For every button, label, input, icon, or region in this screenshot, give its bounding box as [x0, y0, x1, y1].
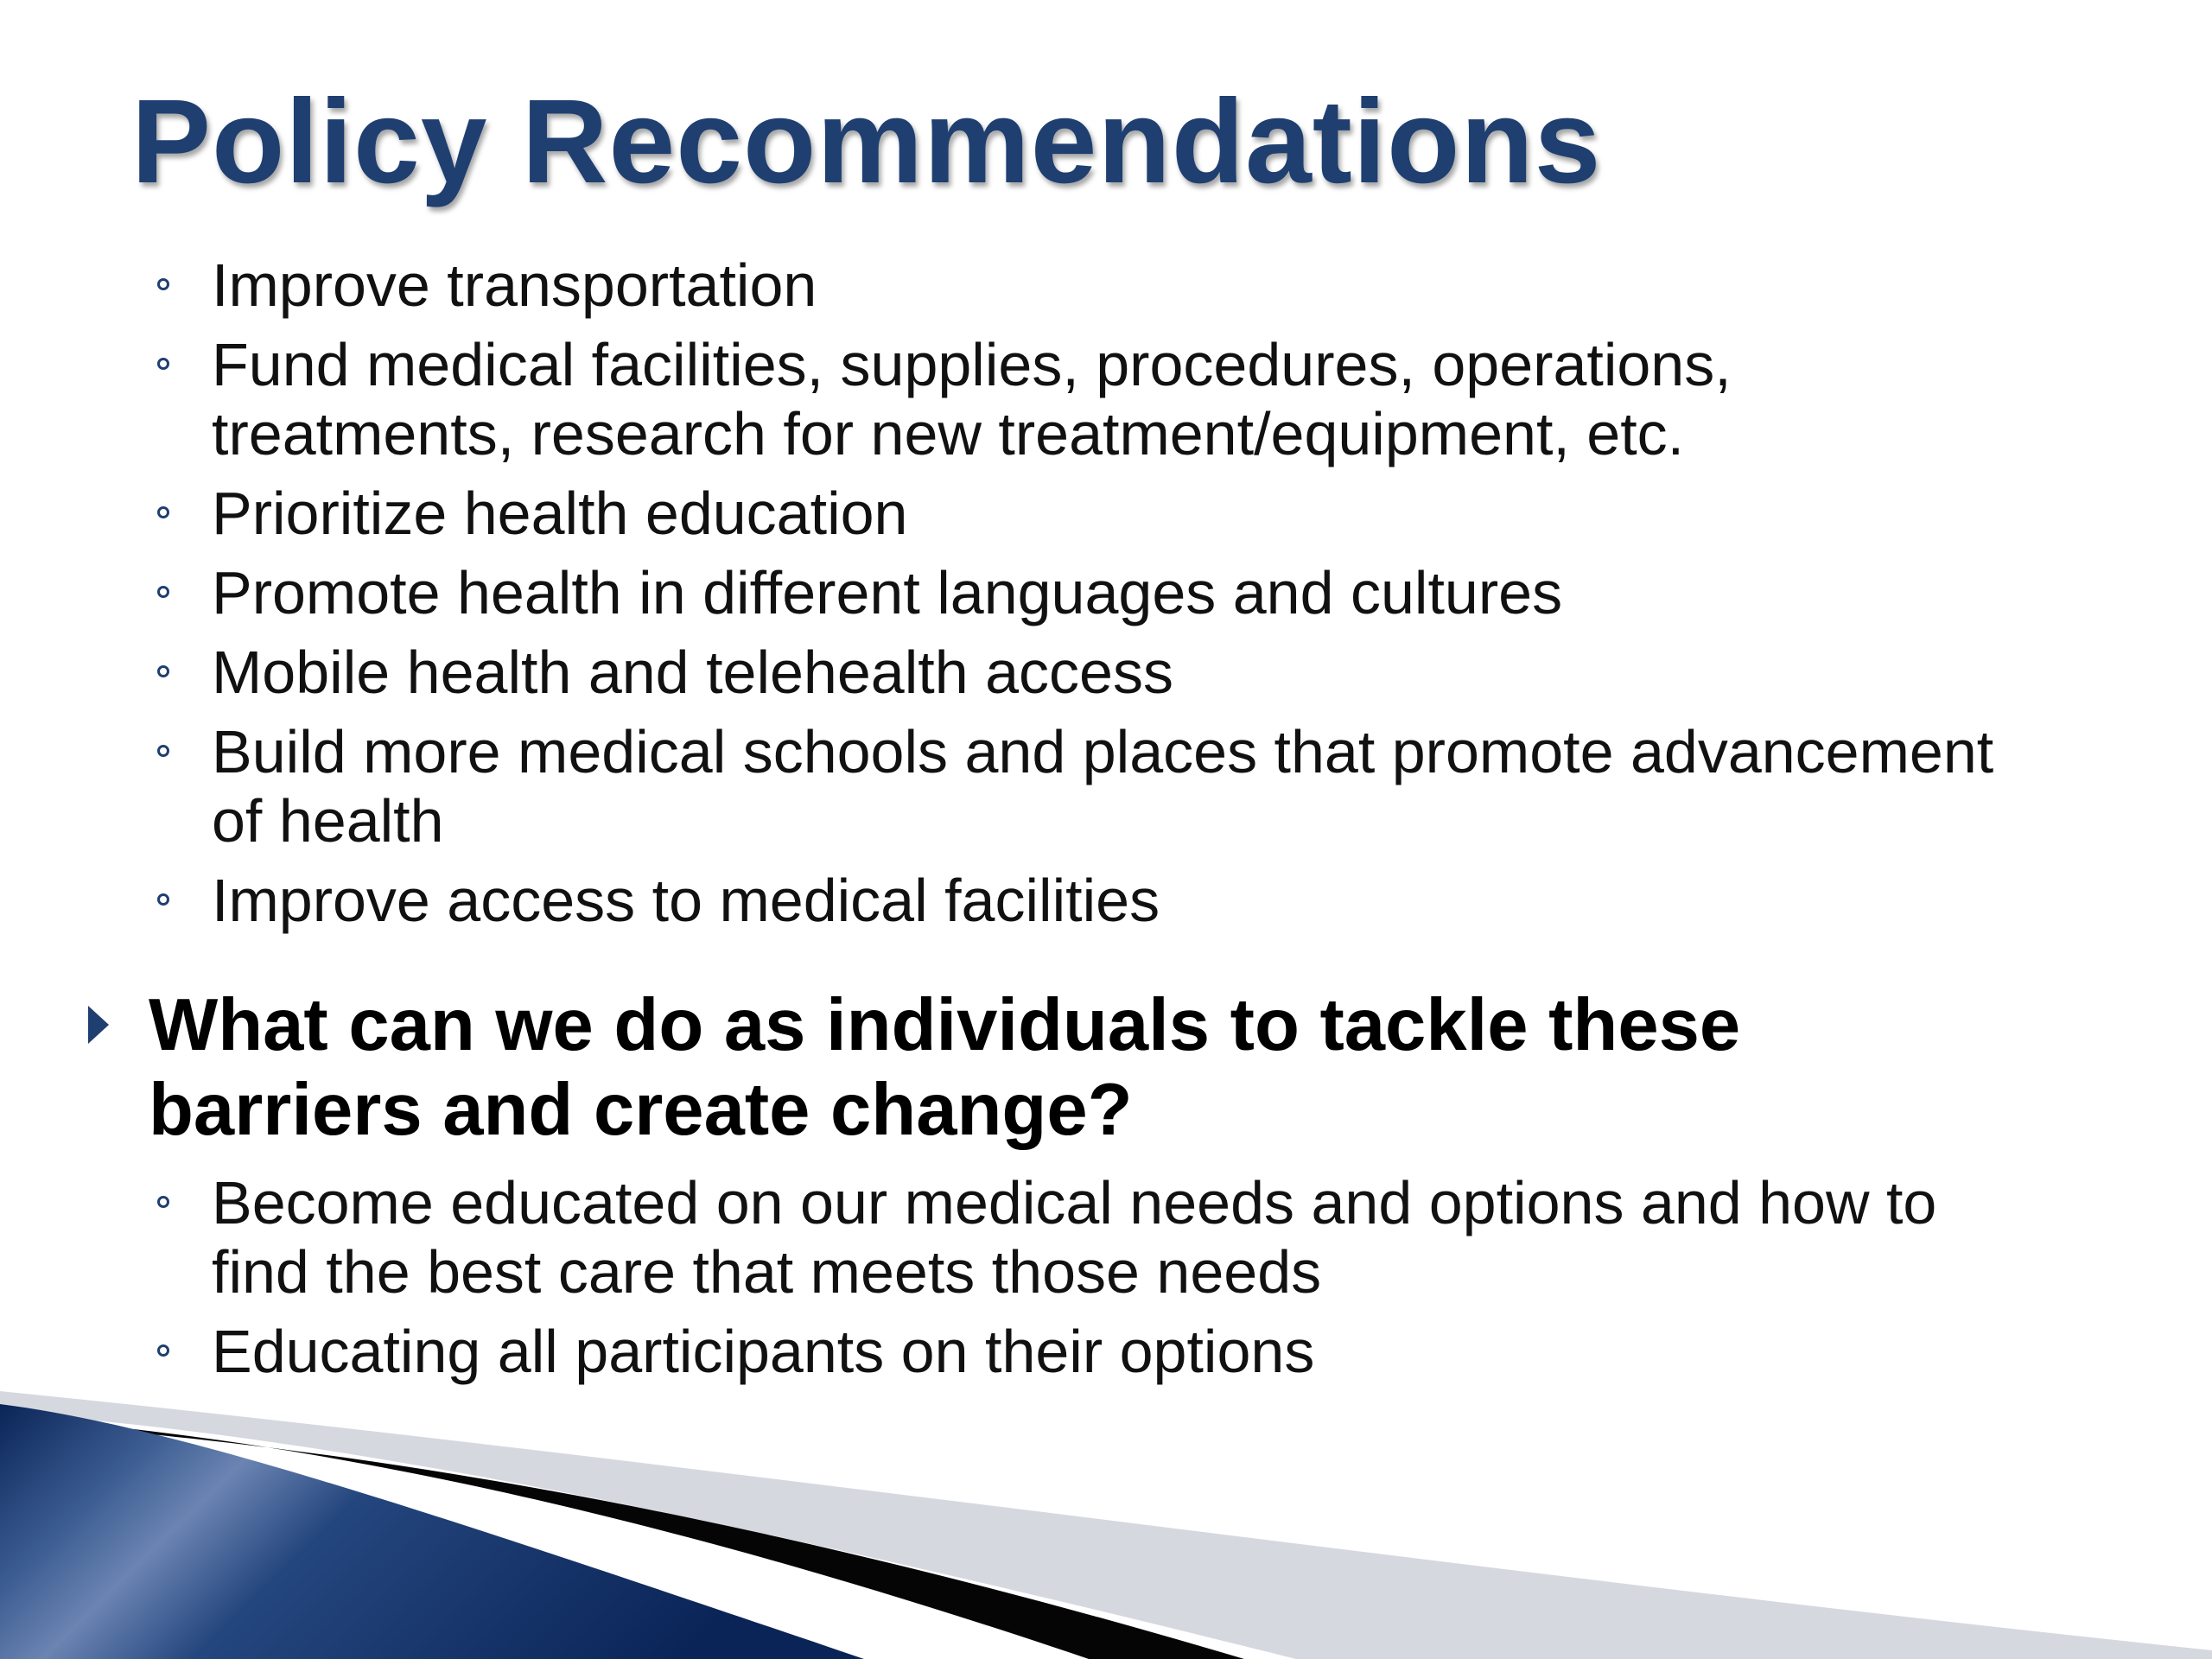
circle-bullet-icon	[157, 745, 169, 757]
circle-bullet-icon	[157, 893, 169, 906]
list-item-text-continued: of health	[212, 787, 444, 855]
list-item	[0, 479, 1993, 548]
list-item-text: Improve transportation	[212, 251, 817, 319]
list-item	[0, 251, 1993, 320]
list-item-text: Prioritize health education	[212, 480, 908, 547]
recommendations-list	[0, 251, 1993, 945]
circle-bullet-icon	[157, 1196, 169, 1208]
decorative-swoosh	[0, 1382, 2212, 1659]
circle-bullet-icon	[157, 1344, 169, 1357]
circle-bullet-icon	[157, 358, 169, 370]
list-item-text: Become educated on our medical needs and options and how to	[212, 1169, 1937, 1236]
list-item	[0, 638, 1993, 707]
triangle-bullet-icon	[88, 1006, 109, 1044]
list-item-text: Improve access to medical facilities	[212, 867, 1160, 934]
list-item	[0, 717, 1993, 855]
list-item	[0, 1168, 1936, 1306]
list-item	[0, 1317, 1936, 1386]
list-item	[0, 558, 1993, 627]
list-item-text: Mobile health and telehealth access	[212, 639, 1173, 706]
circle-bullet-icon	[157, 278, 169, 290]
list-item-text: Promote health in different languages and cultures	[212, 559, 1563, 626]
slide-title: Policy Recommendations	[131, 75, 1602, 208]
question-line-1: What can we do as individuals to tackle these	[149, 984, 1741, 1066]
question-line-2: barriers and create change?	[149, 1069, 1133, 1151]
list-item	[0, 866, 1993, 935]
list-item-text: Build more medical schools and places that promote advancement	[212, 718, 1994, 785]
list-item	[0, 330, 1993, 468]
question-heading	[149, 983, 1740, 1153]
list-item-text-continued: treatments, research for new treatment/equipment, etc.	[212, 400, 1685, 467]
list-item-text-continued: find the best care that meets those needs	[212, 1238, 1322, 1306]
list-item-text: Fund medical facilities, supplies, procedures, operations,	[212, 331, 1732, 398]
individual-actions-list	[0, 1168, 1936, 1396]
circle-bullet-icon	[157, 506, 169, 518]
list-item-text: Educating all participants on their options	[212, 1318, 1315, 1385]
circle-bullet-icon	[157, 665, 169, 677]
circle-bullet-icon	[157, 586, 169, 598]
